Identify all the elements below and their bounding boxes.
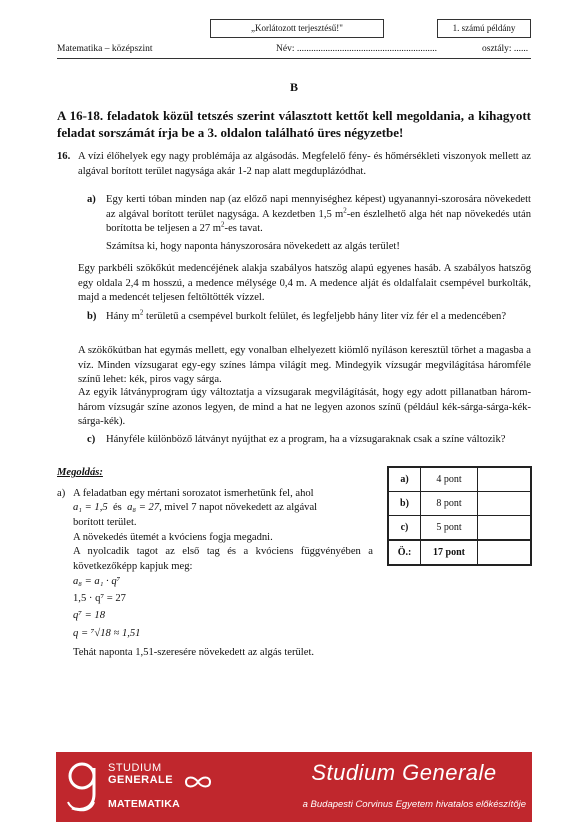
problem-intro: A vízi élőhelyek egy nagy problémája az algásodás. Megfelelő fény- és hőmérsékleti viszonyok mellett az algával borított terület nagysága akár 1-2 nap alatt megduplázódhat.: [78, 151, 531, 177]
points-value: 4 pont: [421, 467, 478, 492]
solution-a-label: a): [57, 488, 66, 499]
points-row: [388, 492, 531, 516]
final-area: 27 m: [199, 223, 222, 235]
solution-a-line2: a₁ = 1,5 és a₈ = 27, mivel 7 napot növekedett az algával: [73, 502, 318, 513]
points-value: 5 pont: [421, 516, 478, 541]
section-letter: B: [289, 80, 298, 94]
equation-1: a₈ = a₁ · q⁷: [73, 576, 121, 587]
restricted-box: [210, 19, 384, 38]
footer-title: Studium Generale: [311, 760, 497, 785]
solution-title: Megoldás:: [57, 467, 103, 478]
part-a-label: a): [87, 194, 96, 205]
points-score-cell: [478, 540, 532, 565]
points-part: Ö.:: [388, 540, 421, 565]
solution-a-line5: A nyolcadik tagot az első tag és a kvóciens függvényében a következőképp kapjuk meg:: [73, 546, 373, 572]
part-b-label: b): [87, 311, 97, 322]
points-part: a): [388, 467, 421, 492]
initial-area: 1,5 m: [318, 208, 344, 220]
part-a-question: Számítsa ki, hogy naponta hányszorosára növekedett az algás terület!: [106, 241, 400, 252]
generale-logo-icon: [62, 756, 102, 816]
copy-label: 1. számú példány: [452, 23, 516, 33]
copy-box: [437, 19, 531, 38]
brand-studium: STUDIUM: [108, 762, 162, 774]
points-value: 8 pont: [421, 492, 478, 516]
part-b-text: Hány $m^2$ területű a csempével burkolt felület, és legfeljebb hány liter víz fér el a medencében?: [106, 308, 507, 322]
points-part: c): [388, 516, 421, 541]
solution-a-line4: A növekedés ütemét a kvóciens fogja megadni.: [73, 532, 273, 543]
program-text: Az egyik látványprogram úgy változtatja a vízsugarak megvilágítását, hogy egy adott pillanatban három-három vízsugár színe azonos legyen, de mind a hat ne legyen azonos színű (például kék-sárga-sárga-kék-sárga-kék).: [78, 387, 531, 428]
equation-3: q⁷ = 18: [73, 610, 106, 621]
pool-text: Egy parkbéli szökőkút medencéjének alakja szabályos hatszög alapú egyenes hasáb. A szabályos hatszög egy oldala 2,4 m hosszú, a medence mélysége 0,4 m. A medence alját és oldalfalait csempével burkolták, majd a medencét teljesen feltöltötték vízzel.: [78, 263, 531, 304]
class-field: osztály: ......: [482, 44, 529, 54]
header-divider: [57, 58, 531, 59]
fountain-text: A szökőkútban hat egymás mellett, egy vonalban elhelyezett kiömlő nyíláson keresztül törhet a magasba a víz. Minden vízsugarat egy-egy színes lámpa világít meg. Mindegyik vízsugár megvilágítása háromféle színű lehet: kék, piros vagy sárga.: [78, 345, 531, 386]
solution-a-line1: A feladatban egy mértani sorozatot ismerhetünk fel, ahol: [73, 488, 314, 499]
part-a-text: Egy kerti tóban minden nap (az előző napi mennyiséghez képest) ugyanannyi-szorosára növekedett az algával borított terület nagysága. A kezdetben 1,5 $m^2-en$ észlelhető alga hét nap növekedés után borította be teljesen a 27 $m^2-es$ tavat.: [106, 194, 532, 235]
instruction: A 16-18. feladatok közül tetszés szerint választott kettőt kell megoldania, a kihagyott feladat sorszámát írja be a 3. oldalon található üres négyzetbe!: [57, 108, 531, 140]
subject-label: Matematika – középszint: [57, 44, 153, 54]
solution-a-line3: borított terület.: [73, 517, 137, 528]
points-row: [388, 540, 531, 565]
points-value: 17 pont: [421, 540, 478, 565]
points-score-cell: [478, 492, 532, 516]
points-part: b): [388, 492, 421, 516]
points-row: [388, 467, 531, 492]
footer-subtitle: a Budapesti Corvinus Egyetem hivatalos előkészítője: [302, 799, 526, 810]
points-table: [387, 466, 532, 566]
solution-conclusion: Tehát naponta 1,51-szeresére növekedett az algás terület.: [73, 647, 315, 658]
footer-banner: [56, 752, 532, 822]
equation-2: 1,5 · q⁷ = 27: [73, 593, 126, 604]
points-score-cell: [478, 516, 532, 541]
points-row: [388, 516, 531, 541]
brand-matematika: MATEMATIKA: [108, 798, 181, 810]
points-score-cell: [478, 467, 532, 492]
restricted-label: „Korlátozott terjesztésű!": [251, 23, 343, 33]
brand-generale: GENERALE: [108, 774, 174, 786]
problem-number: 16.: [57, 151, 71, 162]
infinity-icon: [182, 774, 214, 790]
part-c-text: Hányféle különböző látványt nyújthat ez a program, ha a vízsugaraknak csak a színe változik?: [106, 434, 506, 445]
part-c-label: c): [87, 434, 96, 445]
equation-4: q = ⁷√18 ≈ 1,51: [73, 628, 141, 639]
name-field: Név: ...........................................................: [276, 44, 437, 54]
